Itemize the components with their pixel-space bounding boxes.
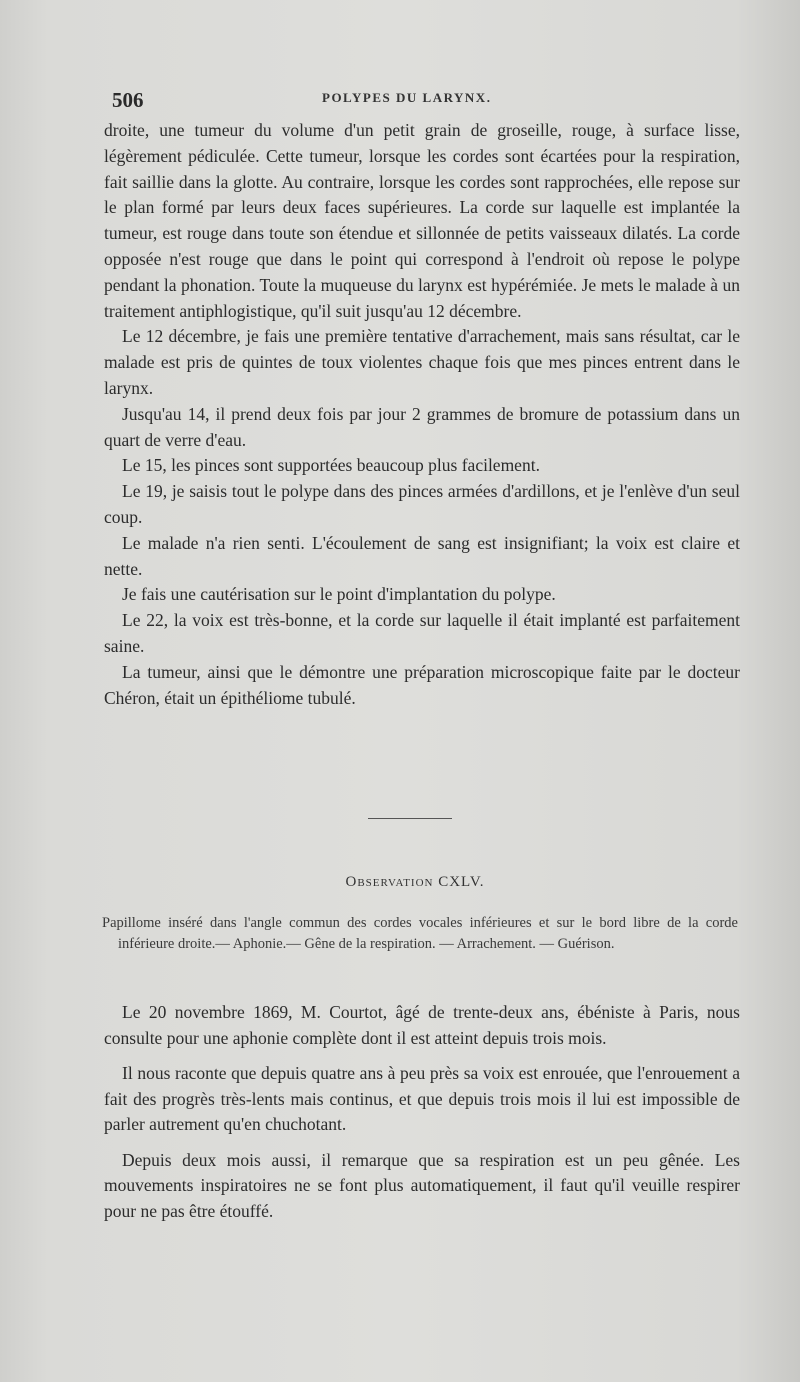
paragraph: Jusqu'au 14, il prend deux fois par jour 2 grammes de bromure de potassium dans un quart de verre d'eau. <box>104 403 740 450</box>
observation-title: Observation CXLV. <box>345 874 485 890</box>
paragraph: Il nous raconte que depuis quatre ans à peu près sa voix est enrouée, que l'enrouement a fait des progrès très-lents mais continus, et que depuis trois mois il lui est impossible de parler autrement qu'en chuchotant. <box>104 1063 740 1134</box>
observation-summary <box>102 913 738 955</box>
page-number: 506 <box>112 88 144 112</box>
paragraph: Le 15, les pinces sont supportées beaucoup plus facilement. <box>122 455 540 476</box>
observation-summary-text: Papillome inséré dans l'angle commun des cordes vocales inférieures et sur le bord libre de la corde inférieure droite.— Aphonie.— Gêne de la respiration. — Arrachement. — Guérison. <box>102 915 738 952</box>
paragraph: droite, une tumeur du volume d'un petit grain de groseille, rouge, à surface lisse, légèrement pédiculée. Cette tumeur, lorsque les cordes sont écartées pour la respiration, fait saillie dans la glotte. Au contraire, lorsque les cordes sont rapprochées, elle repose sur le plan formé par leurs deux faces supérieures. La corde sur laquelle est implantée la tumeur, est rouge dans toute son étendue et sillonnée de petits vaisseaux dilatés. La corde opposée n'est rouge que dans le point qui correspond à l'endroit où repose le polype pendant la phonation. Toute la muqueuse du larynx est hypérémiée. Je mets le malade à un traitement antiphlogistique, qu'il suit jusqu'au 12 décembre. <box>104 120 740 321</box>
body-text-section-1 <box>104 118 740 711</box>
paragraph: Le 19, je saisis tout le polype dans des pinces armées d'ardillons, et je l'enlève d'un seul coup. <box>104 481 740 527</box>
paragraph: Depuis deux mois aussi, il remarque que sa respiration est un peu gênée. Les mouvements inspiratoires ne se font plus automatiquement, il faut qu'il veuille respirer pour ne pas être étouffé. <box>104 1149 740 1221</box>
paragraph: Je fais une cautérisation sur le point d'implantation du polype. <box>122 584 556 605</box>
page-header <box>112 86 752 116</box>
section-divider <box>368 818 452 819</box>
running-title: POLYPES DU LARYNX. <box>322 90 492 105</box>
paragraph: Le 20 novembre 1869, M. Courtot, âgé de trente-deux ans, ébéniste à Paris, nous consulte pour une aphonie complète dont il est atteint depuis trois mois. <box>104 1002 740 1048</box>
body-text-section-2 <box>104 1000 740 1224</box>
paragraph: La tumeur, ainsi que le démontre une préparation microscopique faite par le docteur Chéron, était un épithéliome tubulé. <box>104 661 740 708</box>
paragraph: Le 22, la voix est très-bonne, et la corde sur laquelle il était implanté est parfaitement saine. <box>104 610 740 656</box>
paragraph: Le 12 décembre, je fais une première tentative d'arrachement, mais sans résultat, car le malade est pris de quintes de toux violentes chaque fois que mes pinces entrent dans le larynx. <box>104 326 740 398</box>
paragraph: Le malade n'a rien senti. L'écoulement de sang est insignifiant; la voix est claire et nette. <box>104 532 740 579</box>
